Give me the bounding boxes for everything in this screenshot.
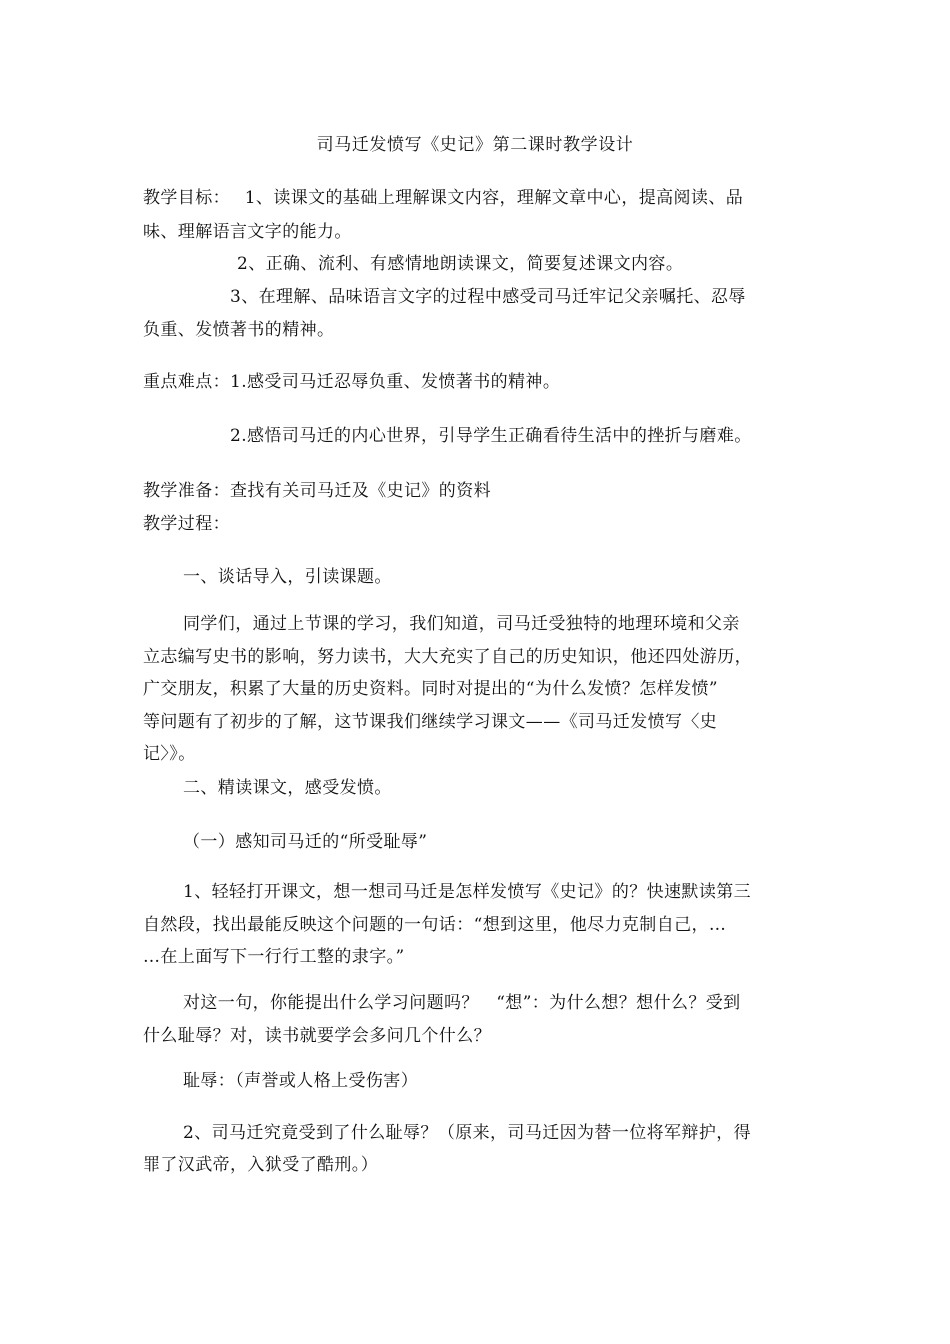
objective-line-3: 2、正确、流利、有感情地朗读课文，简要复述课文内容。: [237, 254, 684, 274]
section1-para-line-2: 立志编写史书的影响，努力读书，大大充实了自己的历史知识，他还四处游历，: [143, 647, 752, 667]
definition-line: 耻辱：（声誉或人格上受伤害）: [183, 1071, 419, 1091]
section1-para-line-3: 广交朋友，积累了大量的历史资料。同时对提出的“为什么发愤？怎样发愤”: [143, 679, 718, 699]
document-title: 司马迁发愤写《史记》第二课时教学设计: [316, 135, 634, 155]
objective-line-2: 味、理解语言文字的能力。: [143, 222, 352, 242]
section1-heading: 一、谈话导入，引读课题。: [183, 567, 392, 587]
objective-line-1: 教学目标： 1、读课文的基础上理解课文内容，理解文章中心，提高阅读、品: [143, 188, 744, 208]
preparation-line: 教学准备：查找有关司马迁及《史记》的资料: [143, 481, 491, 501]
question-line-1: 对这一句，你能提出什么学习问题吗？ “想”：为什么想？想什么？受到: [183, 993, 741, 1013]
question-line-2: 什么耻辱？对，读书就要学会多问几个什么？: [143, 1026, 491, 1046]
section1-para-line-4: 等问题有了初步的了解，这节课我们继续学习课文——《司马迁发愤写〈史: [143, 712, 718, 732]
process-heading: 教学过程：: [143, 514, 230, 534]
section1-para-line-5: 记〉》。: [143, 744, 196, 764]
item1-line-3: …在上面写下一行行工整的隶字。”: [143, 947, 405, 967]
key-point-line-2: 2.感悟司马迁的内心世界，引导学生正确看待生活中的挫折与磨难。: [230, 426, 752, 446]
objective-line-4: 3、在理解、品味语言文字的过程中感受司马迁牢记父亲嘱托、忍辱: [230, 287, 746, 307]
subsection1-heading: （一）感知司马迁的“所受耻辱”: [183, 832, 428, 852]
item1-line-2: 自然段，找出最能反映这个问题的一句话：“想到这里，他尽力克制自己，…: [143, 915, 727, 935]
item1-line-1: 1、轻轻打开课文，想一想司马迁是怎样发愤写《史记》的？快速默读第三: [183, 882, 752, 902]
section1-para-line-1: 同学们，通过上节课的学习，我们知道，司马迁受独特的地理环境和父亲: [183, 614, 740, 634]
item2-line-2: 罪了汉武帝，入狱受了酷刑。）: [143, 1155, 379, 1175]
key-point-line-1: 重点难点：1.感受司马迁忍辱负重、发愤著书的精神。: [143, 372, 561, 392]
section2-heading: 二、精读课文，感受发愤。: [183, 778, 392, 798]
objective-line-5: 负重、发愤著书的精神。: [143, 320, 335, 340]
item2-line-1: 2、司马迁究竟受到了什么耻辱？（原来，司马迁因为替一位将军辩护，得: [183, 1123, 752, 1143]
